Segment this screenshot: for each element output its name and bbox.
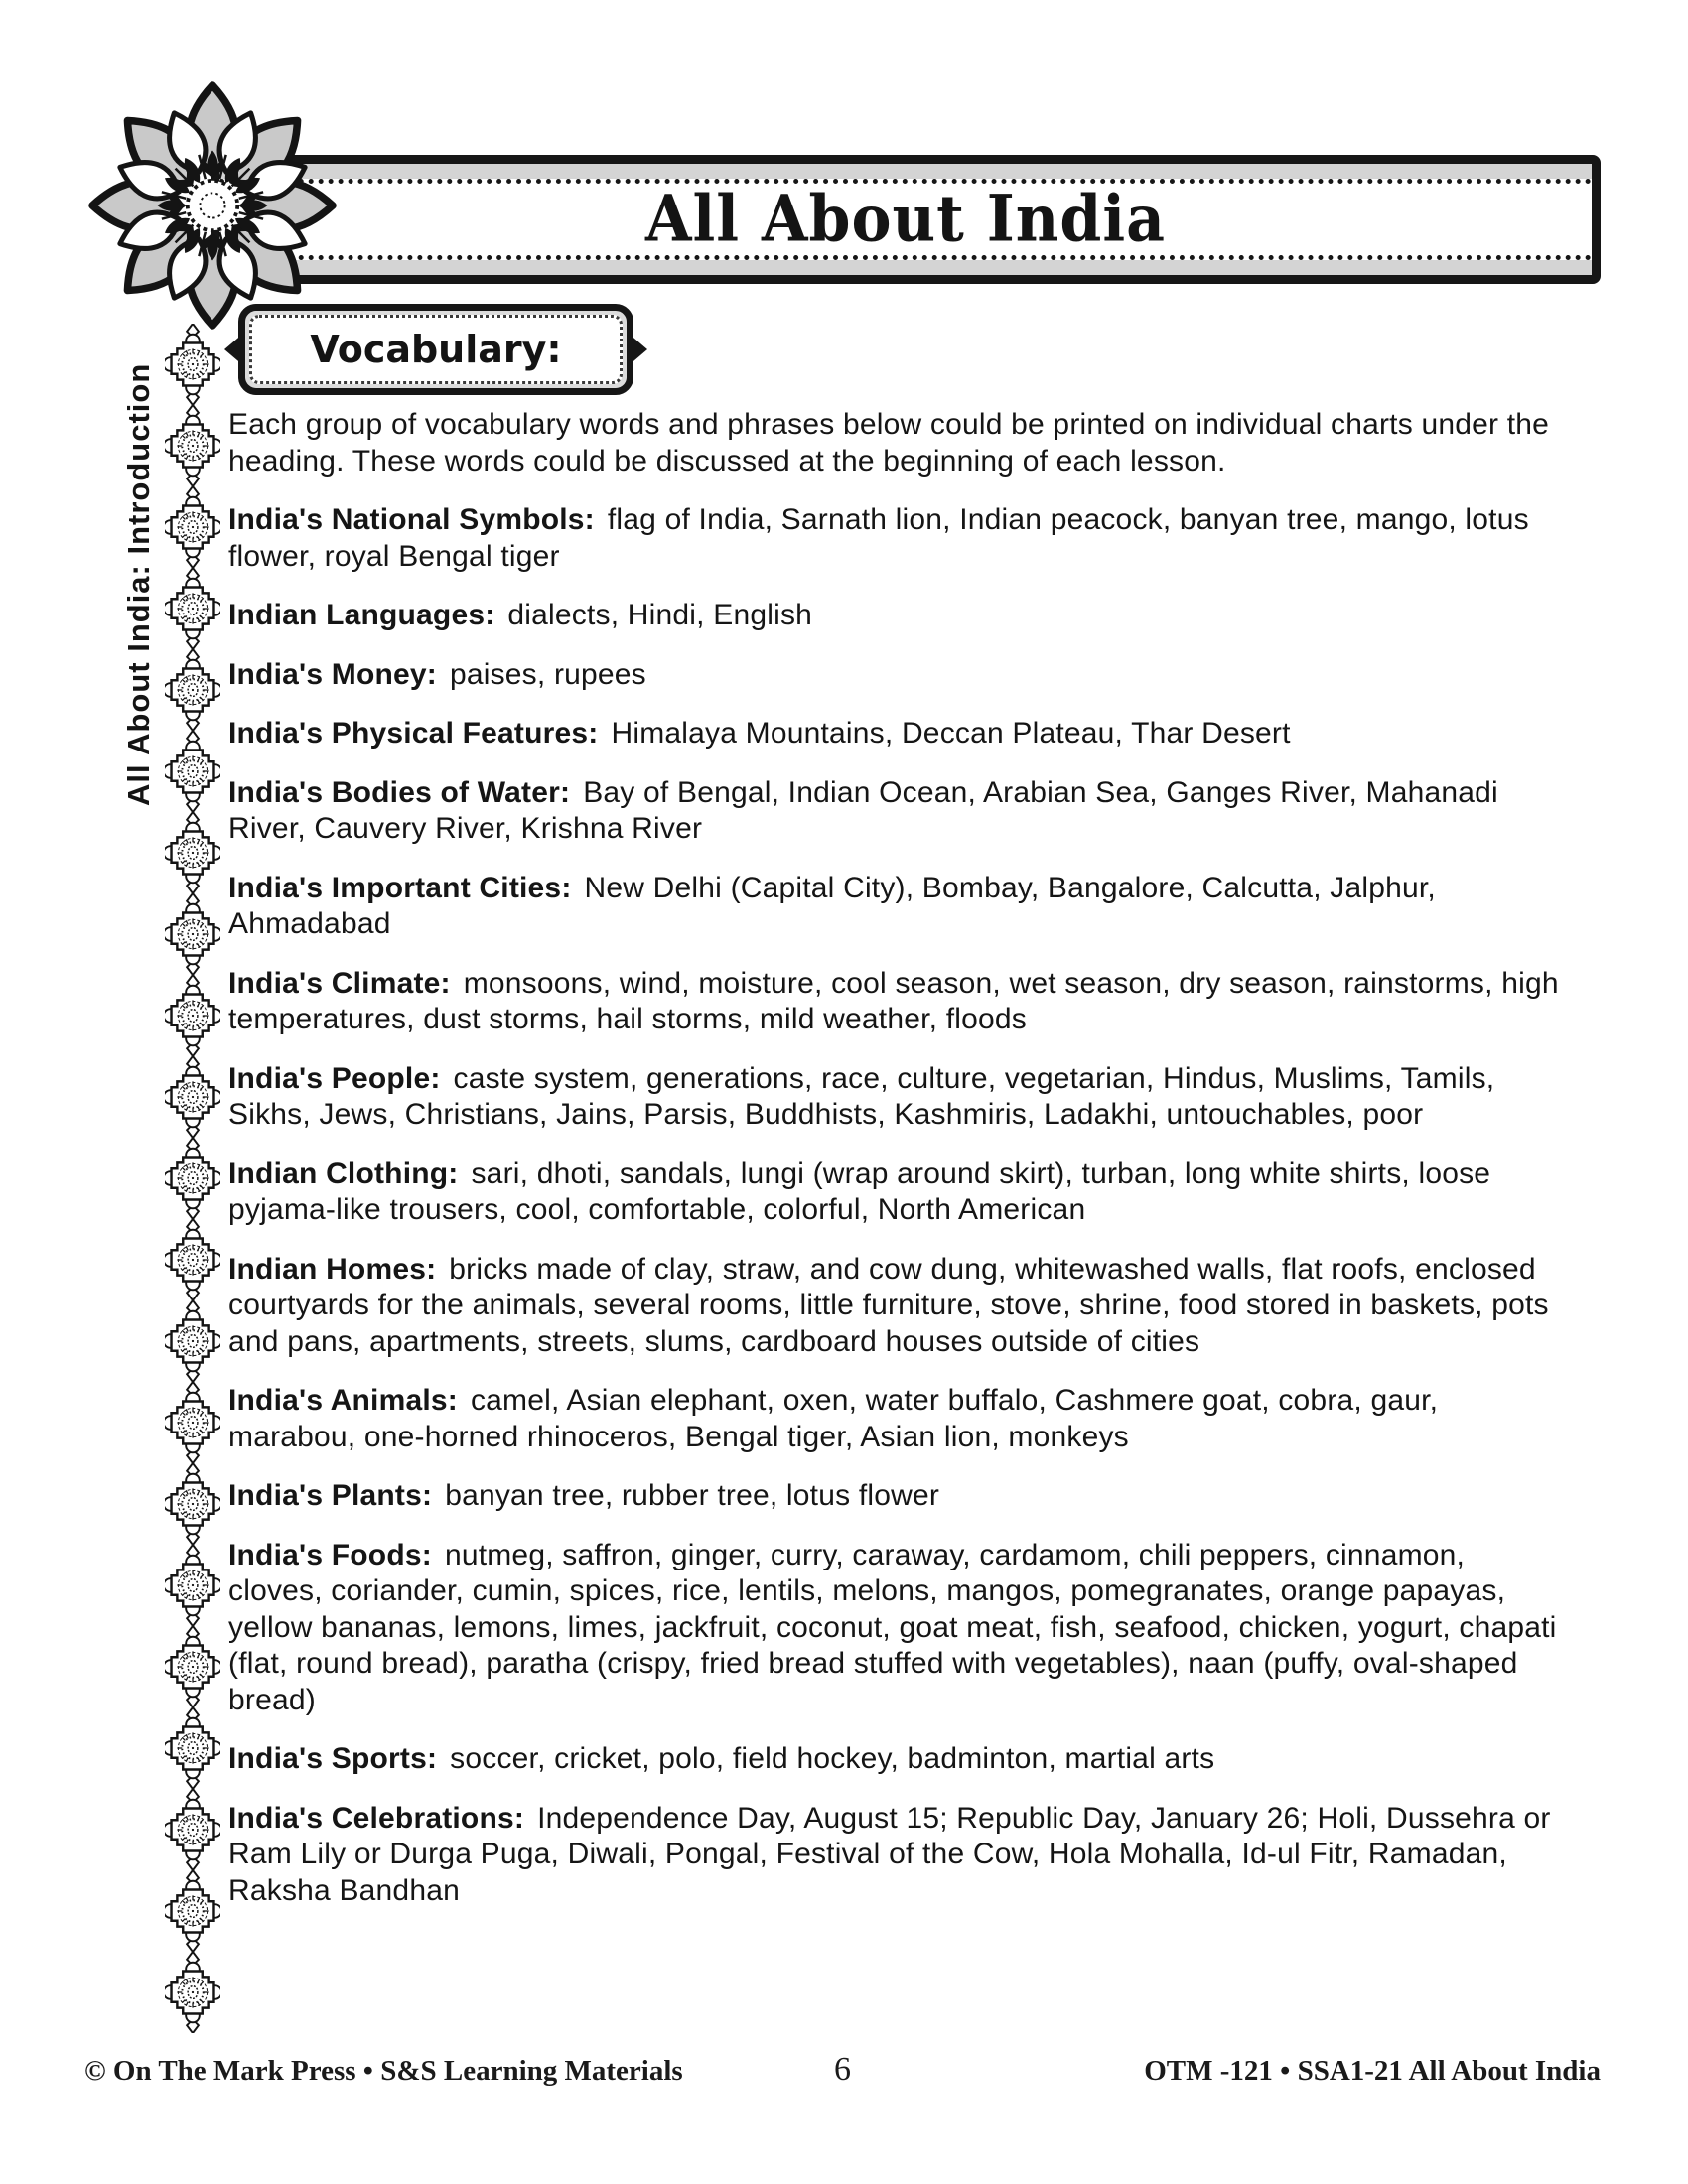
entry-label: India's People: — [228, 1061, 441, 1095]
vocab-entry — [228, 1741, 1564, 1778]
flower-medallion-icon — [165, 1382, 220, 1463]
vocab-entry — [228, 1478, 1564, 1515]
title-banner — [211, 155, 1601, 284]
entry-label: India's Climate: — [228, 966, 451, 1000]
banner-band-top — [219, 164, 1592, 179]
flower-medallion-icon — [165, 1707, 220, 1789]
entry-text: bricks made of clay, straw, and cow dung, whitewashed walls, flat roofs, enclosed courtyards for the animals, several rooms, little furniture, stove, shrine, food stored in baskets, pots and pans, apartments, streets, slums, cardboard houses outside of cities — [228, 1252, 1549, 1358]
entry-text: soccer, cricket, polo, field hockey, badminton, martial arts — [450, 1742, 1215, 1775]
footer-page-number: 6 — [834, 2051, 851, 2088]
flower-medallion-icon — [165, 1626, 220, 1707]
flower-medallion-icon — [165, 1463, 220, 1545]
flower-medallion-icon — [165, 649, 220, 731]
entry-text: banyan tree, rubber tree, lotus flower — [445, 1479, 940, 1512]
flower-medallion-icon — [165, 893, 220, 975]
flower-medallion-icon — [165, 405, 220, 486]
vocab-entry — [228, 1252, 1564, 1361]
entry-label: India's Money: — [228, 657, 437, 691]
vocabulary-heading: Vocabulary: — [249, 315, 623, 384]
page-footer — [84, 2051, 1601, 2097]
flower-medallion-icon — [165, 324, 220, 405]
entry-label: India's Physical Features: — [228, 717, 599, 750]
flower-medallion-icon — [165, 1870, 220, 1952]
flower-medallion-icon — [165, 812, 220, 893]
entry-text: Himalaya Mountains, Deccan Plateau, Thar Desert — [611, 717, 1291, 750]
entry-text: Bay of Bengal, Indian Ocean, Arabian Sea, Ganges River, Mahanadi River, Cauvery River, Krishna River — [228, 775, 1498, 845]
flower-medallion-icon — [165, 1056, 220, 1138]
entry-text: monsoons, wind, moisture, cool season, wet season, dry season, rainstorms, high temperatures, dust storms, hail storms, mild weather, floods — [228, 966, 1559, 1035]
flower-medallion-icon — [165, 975, 220, 1056]
vocabulary-content — [228, 407, 1564, 1932]
vocab-entry — [228, 1801, 1564, 1910]
page-title: All About India — [644, 182, 1167, 257]
vocab-entry — [228, 598, 1564, 634]
flower-medallion-icon — [165, 1789, 220, 1870]
footer-product-code: OTM -121 • SSA1-21 All About India — [1144, 2055, 1601, 2087]
entry-text: New Delhi (Capital City), Bombay, Bangalore, Calcutta, Jalphur, Ahmadabad — [228, 871, 1436, 940]
entry-label: India's Animals: — [228, 1384, 458, 1417]
flower-medallion-icon — [165, 1952, 220, 2033]
flower-medallion-icon — [165, 731, 220, 812]
section-vertical-label: All About India: Introduction — [121, 362, 156, 806]
vocab-entry — [228, 1061, 1564, 1134]
vocab-entry — [228, 657, 1564, 694]
entry-label: India's Plants: — [228, 1479, 433, 1512]
vocab-entry — [228, 502, 1564, 575]
flower-medallion-icon — [165, 1219, 220, 1300]
entry-label: Indian Languages: — [228, 599, 495, 631]
vocab-entry — [228, 966, 1564, 1038]
vocab-entry-list — [228, 502, 1564, 1909]
flower-medallion-icon — [165, 486, 220, 568]
entry-label: Indian Homes: — [228, 1252, 437, 1286]
vocab-entry — [228, 716, 1564, 752]
footer-publisher: © On The Mark Press • S&S Learning Materials — [84, 2055, 683, 2087]
entry-text: dialects, Hindi, English — [507, 599, 813, 631]
vocab-entry — [228, 1157, 1564, 1229]
entry-text: caste system, generations, race, culture, vegetarian, Hindus, Muslims, Tamils, Sikhs, Jews, Christians, Jains, Parsis, Buddhists, Kashmiris, Ladakhi, untouchables, poor — [228, 1061, 1495, 1131]
flower-medallion-icon — [165, 1138, 220, 1219]
entry-label: India's Important Cities: — [228, 871, 572, 904]
entry-text: flag of India, Sarnath lion, Indian peacock, banyan tree, mango, lotus flower, royal Bengal tiger — [228, 503, 1529, 573]
entry-label: India's National Symbols: — [228, 503, 595, 536]
banner-band-bottom — [219, 260, 1592, 275]
vocab-entry — [228, 775, 1564, 848]
entry-label: India's Sports: — [228, 1742, 438, 1775]
entry-text: paises, rupees — [449, 657, 646, 691]
vocab-entry — [228, 1538, 1564, 1719]
flower-medallion-icon — [165, 1300, 220, 1382]
ornament-column — [164, 324, 221, 2033]
entry-label: India's Celebrations: — [228, 1801, 525, 1835]
vocab-entry — [228, 1383, 1564, 1455]
intro-paragraph: Each group of vocabulary words and phrases below could be printed on individual charts under the heading. These words could be discussed at the beginning of each lesson. — [228, 408, 1550, 478]
lotus-mandala-icon — [87, 77, 338, 334]
entry-text: sari, dhoti, sandals, lungi (wrap around skirt), turban, long white shirts, loose pyjama-like trousers, cool, comfortable, colorful, North American — [228, 1157, 1491, 1226]
entry-label: Indian Clothing: — [228, 1157, 459, 1190]
entry-label: India's Foods: — [228, 1538, 432, 1571]
entry-text: camel, Asian elephant, oxen, water buffalo, Cashmere goat, cobra, gaur, marabou, one-horned rhinoceros, Bengal tiger, Asian lion, monkeys — [228, 1384, 1439, 1453]
vocab-entry — [228, 871, 1564, 943]
entry-text: Independence Day, August 15; Republic Day, January 26; Holi, Dussehra or Ram Lily or Durga Puga, Diwali, Pongal, Festival of the Cow, Hola Mohalla, Id-ul Fitr, Ramadan, Raksha Bandhan — [228, 1801, 1551, 1907]
flower-medallion-icon — [165, 568, 220, 649]
entry-label: India's Bodies of Water: — [228, 775, 571, 809]
flower-medallion-icon — [165, 1545, 220, 1626]
entry-text: nutmeg, saffron, ginger, curry, caraway, cardamom, chili peppers, cinnamon, cloves, coriander, cumin, spices, rice, lentils, melons, mangos, pomegranates, orange papayas, yellow bananas, lemons, limes, jackfruit, coconut, goat meat, fish, seafood, chicken, yogurt, chapati (flat, round bread), paratha (crispy, fried bread stuffed with vegetables), naan (puffy, oval-shaped bread) — [228, 1538, 1557, 1716]
